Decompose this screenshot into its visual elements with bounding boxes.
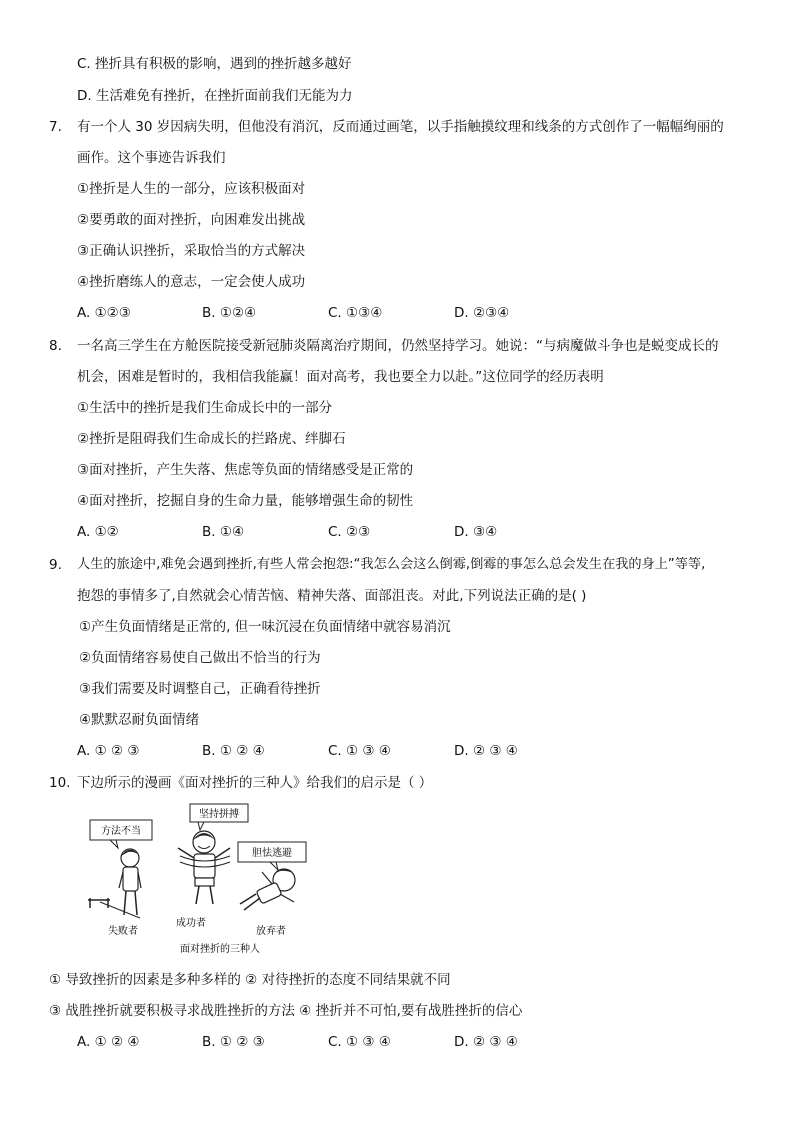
hurdle-icon xyxy=(88,898,140,918)
choice-a: A. ①② xyxy=(77,524,119,540)
bubble-middle-text: 坚持拼搏 xyxy=(199,809,239,820)
statement-item: ③面对挫折，产生失落、焦虑等负面的情绪感受是正常的 xyxy=(77,462,414,478)
speech-bubble-left xyxy=(90,820,152,848)
statement-item: ④默默忍耐负面情绪 xyxy=(79,712,200,728)
statement-item: ④面对挫折，挖掘自身的生命力量，能够增强生命的韧性 xyxy=(77,493,414,509)
question-stem: 人生的旅途中,难免会遇到挫折,有些人常会抱怨:“我怎么会这么倒霉,倒霉的事怎么总会发生在我的身上”等等, xyxy=(77,557,706,572)
label-success: 成功者 xyxy=(176,918,206,929)
bubble-right-text: 胆怯逃避 xyxy=(252,848,292,859)
statement-item: ③正确认识挫折，采取恰当的方式解决 xyxy=(77,243,306,259)
choice-b: B. ①②④ xyxy=(202,305,257,321)
statement-item: ③我们需要及时调整自己，正确看待挫折 xyxy=(79,681,321,697)
choice-a: A. ① ② ③ xyxy=(77,743,140,759)
label-quitter: 放弃者 xyxy=(256,926,286,937)
choice-c: C. ① ③ ④ xyxy=(328,743,391,759)
statement-item: ①挫折是人生的一部分，应该积极面对 xyxy=(77,181,306,197)
question-stem: 画作。这个事迹告诉我们 xyxy=(77,150,226,166)
choice-d: D. ②③④ xyxy=(454,305,510,321)
failure-figure xyxy=(119,849,141,915)
quitter-figure xyxy=(240,869,295,910)
option-d: D. 生活难免有挫折，在挫折面前我们无能为力 xyxy=(77,88,353,104)
question-number: 9. xyxy=(49,557,62,573)
statement-item: ③ 战胜挫折就要积极寻求战胜挫折的方法 ④ 挫折并不可怕,要有战胜挫折的信心 xyxy=(49,1003,523,1019)
choice-d: D. ② ③ ④ xyxy=(454,743,518,759)
option-c: C. 挫折具有积极的影响，遇到的挫折越多越好 xyxy=(77,56,352,72)
label-failure: 失败者 xyxy=(108,926,138,937)
statement-item: ②挫折是阻碍我们生命成长的拦路虎、绊脚石 xyxy=(77,431,346,447)
choice-c: C. ① ③ ④ xyxy=(328,1034,391,1050)
statement-item: ① 导致挫折的因素是多种多样的 ② 对待挫折的态度不同结果就不同 xyxy=(49,972,451,988)
choice-a: A. ① ② ④ xyxy=(77,1034,140,1050)
question-stem: 下边所示的漫画《面对挫折的三种人》给我们的启示是（ ） xyxy=(77,775,433,791)
choice-d: D. ③④ xyxy=(454,524,498,540)
bubble-left-text: 方法不当 xyxy=(101,826,141,837)
statement-item: ②要勇敢的面对挫折，向困难发出挑战 xyxy=(77,212,306,228)
choice-b: B. ① ② ④ xyxy=(202,743,265,759)
success-figure xyxy=(178,831,230,904)
choice-c: C. ①③④ xyxy=(328,305,383,321)
question-stem: 机会，困难是暂时的，我相信我能赢！面对高考，我也要全力以赴。”这位同学的经历表明 xyxy=(77,369,604,385)
question-number: 10. xyxy=(49,775,71,791)
question-stem: 有一个人 30 岁因病失明，但他没有消沉，反而通过画笔，以手指触摸纹理和线条的方式创作了一幅幅绚丽的 xyxy=(77,119,724,135)
choice-c: C. ②③ xyxy=(328,524,371,540)
choice-b: B. ①④ xyxy=(202,524,245,540)
question-number: 8. xyxy=(49,338,62,354)
choice-b: B. ① ② ③ xyxy=(202,1034,265,1050)
question-number: 7. xyxy=(49,119,62,135)
speech-bubble-middle xyxy=(190,804,248,830)
statement-item: ①生活中的挫折是我们生命成长中的一部分 xyxy=(77,400,333,416)
question-stem: 一名高三学生在方舱医院接受新冠肺炎隔离治疗期间，仍然坚持学习。她说：“与病魔做斗争也是蜕变成长的 xyxy=(77,338,719,354)
statement-item: ④挫折磨练人的意志，一定会使人成功 xyxy=(77,274,306,290)
question-stem: 抱怨的事情多了,自然就会心情苦恼、精神失落、面部沮丧。对此,下列说法正确的是( ) xyxy=(77,588,587,604)
choice-a: A. ①②③ xyxy=(77,305,131,321)
speech-bubble-right xyxy=(238,842,306,870)
statement-item: ②负面情绪容易使自己做出不恰当的行为 xyxy=(79,650,321,666)
comic-illustration xyxy=(80,800,320,960)
comic-caption: 面对挫折的三种人 xyxy=(180,944,260,955)
statement-item: ①产生负面情绪是正常的, 但一味沉浸在负面情绪中就容易消沉 xyxy=(79,619,451,635)
choice-d: D. ② ③ ④ xyxy=(454,1034,518,1050)
